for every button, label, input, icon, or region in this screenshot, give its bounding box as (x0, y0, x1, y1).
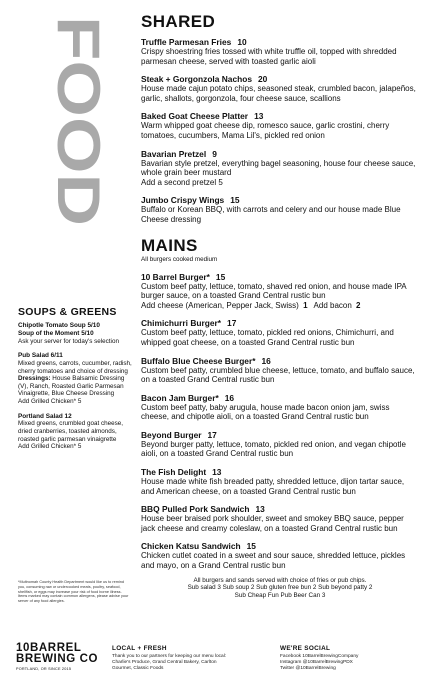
item-description: House made cajun potato chips, seasoned steak, crumbled bacon, jalapeños, garlic, shallots, gorgonzola, four cheese sauce, scallions (141, 84, 416, 103)
item-name: Chicken Katsu Sandwich (141, 541, 241, 552)
soup-moment-note: Ask your server for today's selection (18, 337, 119, 345)
item-name: The Fish Delight (141, 467, 207, 478)
local-text: Thank you to our partners for keeping our menu local: Charlie's Produce, Grand Central Bakery, Carlton Gourmet, Classic Foods (112, 654, 227, 671)
social-instagram: Instagram @10BarrelBrewingPDX (280, 660, 353, 665)
item-price: 13 (212, 467, 222, 478)
item-extra: Add a second pretzel 5 (141, 177, 223, 187)
item-description: House made white fish breaded patty, shredded lettuce, dijon tartar sauce, and American cheese, on a toasted Grand Central rustic bun (141, 477, 405, 496)
item-price: 10 (237, 37, 247, 47)
menu-item (141, 195, 419, 224)
menu-item (141, 467, 419, 496)
social-title: WE'RE SOCIAL (280, 645, 331, 652)
item-description: Custom beef patty, lettuce, tomato, shaved red onion, and house made IPA burger sauce, on a toasted Grand Central rustic bun (141, 281, 407, 301)
item-description: Custom beef patty, crumbled blue cheese, lettuce, tomato, and buffalo sauce, on a toasted Grand Central rustic bun (141, 365, 415, 385)
item-price: 15 (246, 541, 256, 552)
item-name: Truffle Parmesan Fries (141, 37, 232, 47)
brewery-logo (16, 642, 99, 691)
addon-cheese: Add cheese (American, Pepper Jack, Swiss) (141, 300, 299, 310)
item-price: 15 (215, 271, 226, 282)
mains-title: MAINS (141, 235, 198, 255)
menu-item (141, 504, 419, 533)
social-section (280, 645, 405, 672)
social-twitter: Twitter @10BarrelBrewing (280, 666, 336, 671)
logo-tagline: PORTLAND, OR SINCE 2015 (16, 667, 72, 671)
menu-item (141, 74, 419, 103)
logo-number: 10 (16, 642, 30, 654)
soups-title: SOUPS & GREENS (18, 306, 117, 318)
item-description: Buffalo or Korean BBQ, with carrots and celery and our house made Blue Cheese dressing (141, 205, 401, 224)
portland-salad-description: Mixed greens, crumbled goat cheese, dried cranberries, toasted almonds, roasted garlic parmesan vinaigrette (18, 420, 124, 443)
item-name: Beyond Burger (141, 429, 202, 440)
menu-item (141, 37, 419, 66)
menu-item (141, 272, 419, 311)
pub-salad-description: Mixed greens, carrots, cucumber, radish, cherry tomatoes and choice of dressing (18, 359, 132, 375)
item-description: Beyond burger patty, lettuce, tomato, pickled red onion, and vegan chipotle aioli, on a toasted Grand Central rustic bun (141, 439, 406, 459)
item-name: BBQ Pulled Pork Sandwich (141, 504, 250, 515)
item-name: Bacon Jam Burger* (141, 392, 219, 403)
item-name: Jumbo Crispy Wings (141, 195, 225, 206)
soups-greens-column (18, 306, 132, 458)
item-price: 9 (212, 148, 217, 159)
item-price: 13 (254, 111, 264, 122)
item-name: Buffalo Blue Cheese Burger* (141, 355, 256, 366)
item-name: Bavarian Pretzel (141, 148, 207, 159)
menu-item (141, 430, 419, 459)
salad-item (18, 413, 132, 451)
menu-item (141, 149, 419, 188)
food-side-title (8, 14, 112, 229)
item-price: 16 (224, 392, 235, 403)
mains-note: All burgers cooked medium (141, 255, 218, 263)
item-price: 13 (255, 504, 265, 515)
item-name: 10 Barrel Burger* (141, 271, 210, 282)
dressings-text: House Balsamic Dressing (V), Ranch, Roasted Garlic Parmesan Vinaigrette, Blue Cheese Dressing (18, 375, 125, 398)
portland-salad-name: Portland Salad 12 (18, 412, 72, 420)
item-description: Custom beef patty, baby arugula, house made bacon onion jam, swiss cheese, and chipotle aioli, on a toasted Grand Central rustic bun (141, 402, 390, 422)
shared-title: SHARED (141, 12, 216, 31)
item-price: 17 (207, 429, 217, 440)
menu-item (141, 111, 419, 140)
menu-item (141, 318, 419, 347)
dressings-label: Dressings: (18, 375, 51, 383)
item-description: House beer braised pork shoulder, sweet and smokey BBQ sauce, pepper jack cheese and creamy coleslaw, on a toasted Grand Central rustic bun (141, 514, 404, 533)
food-side-title-text: FOOD (45, 16, 112, 190)
local-fresh-section (112, 645, 230, 672)
item-description: Warm whipped goat cheese dip, romesco sauce, garlic crostini, cherry tomatoes, cucumbers, Mama Lil's, pickled red onion (141, 121, 390, 140)
item-price: 16 (261, 355, 271, 366)
item-addons (141, 301, 419, 311)
soup-moment: Soup of the Moment 5/10 (18, 329, 94, 337)
menu-item (141, 541, 419, 570)
dressings-list (18, 375, 132, 398)
item-price: 20 (258, 74, 268, 85)
item-description: Custom beef patty, lettuce, tomato, pickled red onions, Chimichurri, and whipped goat cheese, on a toasted Grand Central rustic bun (141, 328, 394, 347)
sides-line-1: All burgers and sands served with choice of fries or pub chips. (193, 576, 367, 584)
sides-line-3: Sub Cheap Fun Pub Beer Can 3 (234, 591, 326, 599)
item-description: Bavarian style pretzel, everything bagel seasoning, house four cheese sauce, whole grain beer mustard (141, 158, 416, 178)
item-name: Steak + Gorgonzola Nachos (141, 74, 252, 85)
item-description: Crispy shoestring fries tossed with white truffle oil, topped with shredded parmesan cheese, served with toasted garlic aioli (141, 47, 397, 66)
soup-group (18, 322, 132, 345)
health-disclaimer: *Multnomah County Health Department would like us to remind you, consuming raw or undercooked meats, poultry, seafood, shellfish, or eggs may increase your risk of food borne illness. Items marked may contain common allergens, please advise your server of any food allergies. (18, 580, 129, 604)
addon-bacon-price: 2 (356, 300, 361, 310)
social-facebook: Facebook 10BarrelBrewingCompany (280, 654, 359, 659)
logo-line-2: BREWING CO (16, 653, 99, 665)
menu-item (141, 356, 419, 385)
item-price: 15 (230, 195, 240, 206)
item-description: Chicken cutlet coated in a sweet and sour sauce, shredded lettuce, pickles and mayo, on a Grand Central rustic bun (141, 551, 406, 571)
item-name: Baked Goat Cheese Platter (141, 111, 249, 122)
soup-chipotle: Chipotle Tomato Soup 5/10 (18, 322, 100, 329)
pub-salad-name: Pub Salad 6/11 (18, 352, 63, 360)
mains-sides-note (141, 577, 419, 600)
pub-salad-addon: Add Grilled Chicken* 5 (18, 397, 82, 405)
addon-bacon: Add bacon (313, 300, 352, 310)
main-menu-column (141, 12, 419, 599)
addon-cheese-price: 1 (303, 300, 308, 310)
item-price: 17 (227, 318, 237, 329)
local-title: LOCAL + FRESH (112, 645, 167, 652)
portland-salad-addon: Add Grilled Chicken* 5 (18, 443, 82, 451)
logo-word: BARREL (30, 642, 82, 654)
salad-item (18, 352, 132, 405)
sides-line-2: Sub salad 3 Sub soup 2 Sub gluten free bun 2 Sub beyond patty 2 (187, 584, 373, 592)
menu-item (141, 393, 419, 422)
item-name: Chimichurri Burger* (141, 318, 222, 329)
